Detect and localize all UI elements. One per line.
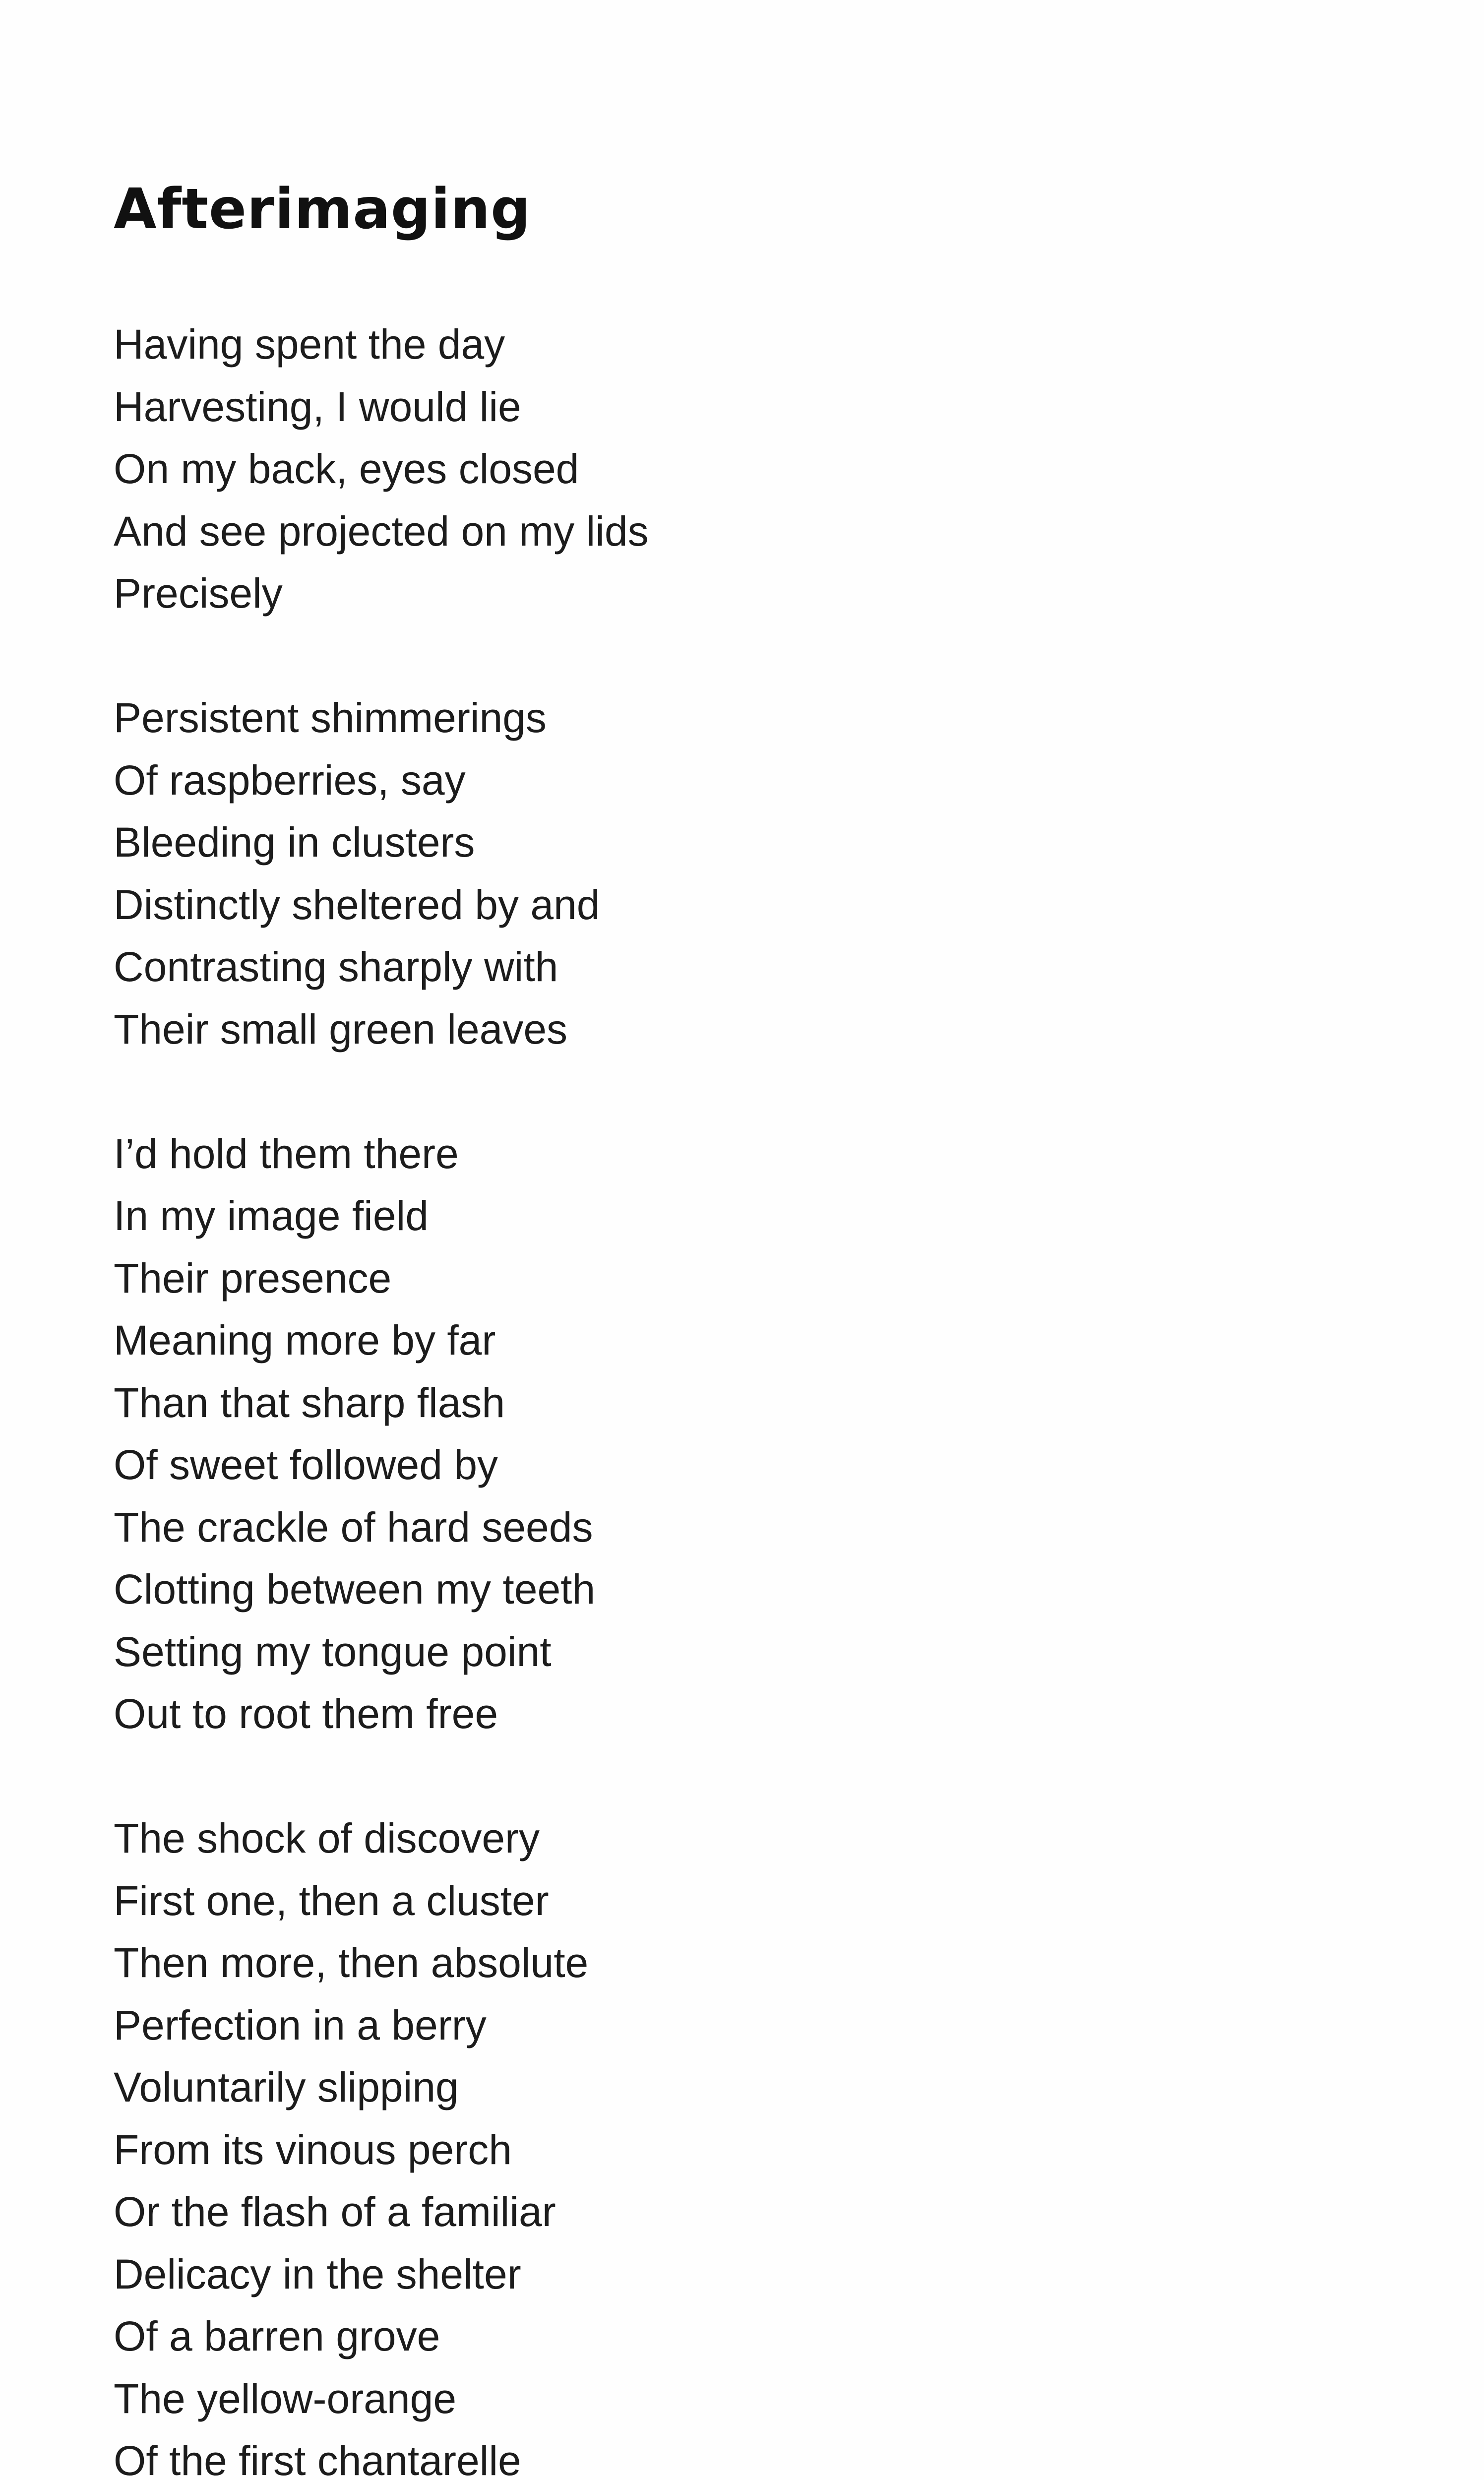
poem-line: Of a barren grove bbox=[114, 2313, 440, 2359]
poem-line: Delicacy in the shelter bbox=[114, 2250, 521, 2297]
poem-line: The crackle of hard seeds bbox=[114, 1503, 593, 1550]
poem-line: Distinctly sheltered by and bbox=[114, 881, 600, 928]
poem-line: I’d hold them there bbox=[114, 1130, 459, 1177]
poem-line: Voluntarily slipping bbox=[114, 2064, 459, 2110]
poem-line: Precisely bbox=[114, 570, 283, 617]
poem-title: Afterimaging bbox=[114, 177, 531, 242]
poem-line: Persistent shimmerings bbox=[114, 694, 547, 741]
poem-line: Of sweet followed by bbox=[114, 1441, 498, 1488]
poem-line: Setting my tongue point bbox=[114, 1628, 552, 1675]
poem-line: Then more, then absolute bbox=[114, 1939, 589, 1986]
poem-line: Of the first chantarelle bbox=[114, 2437, 521, 2480]
poem-line: Their small green leaves bbox=[114, 1005, 568, 1053]
poem-line: Meaning more by far bbox=[114, 1317, 496, 1364]
poem-line: The yellow-orange bbox=[114, 2375, 457, 2422]
poem-line: From its vinous perch bbox=[114, 2126, 512, 2173]
poem-line: First one, then a cluster bbox=[114, 1877, 549, 1924]
poem-line: Out to root them free bbox=[114, 1690, 498, 1737]
stanza bbox=[114, 1807, 1304, 2480]
poem-line: Their presence bbox=[114, 1254, 392, 1302]
poem-line: On my back, eyes closed bbox=[114, 445, 579, 492]
stanza bbox=[114, 313, 1304, 625]
poem-line: Contrasting sharply with bbox=[114, 943, 558, 990]
poem-line: Having spent the day bbox=[114, 321, 505, 368]
poem-line: And see projected on my lids bbox=[114, 507, 649, 555]
poem-line: Or the flash of a familiar bbox=[114, 2188, 556, 2235]
poem-line: The shock of discovery bbox=[114, 1815, 540, 1861]
poem-line: Clotting between my teeth bbox=[114, 1566, 596, 1612]
poem-line: In my image field bbox=[114, 1192, 429, 1239]
poem-line: Bleeding in clusters bbox=[114, 819, 475, 866]
poem-body bbox=[114, 313, 1304, 2480]
poem-line: Of raspberries, say bbox=[114, 756, 466, 804]
poem-line: Than that sharp flash bbox=[114, 1379, 505, 1426]
stanza bbox=[114, 1123, 1304, 1745]
poem-line: Harvesting, I would lie bbox=[114, 383, 521, 430]
poem-line: Perfection in a berry bbox=[114, 2001, 487, 2048]
stanza bbox=[114, 687, 1304, 1060]
